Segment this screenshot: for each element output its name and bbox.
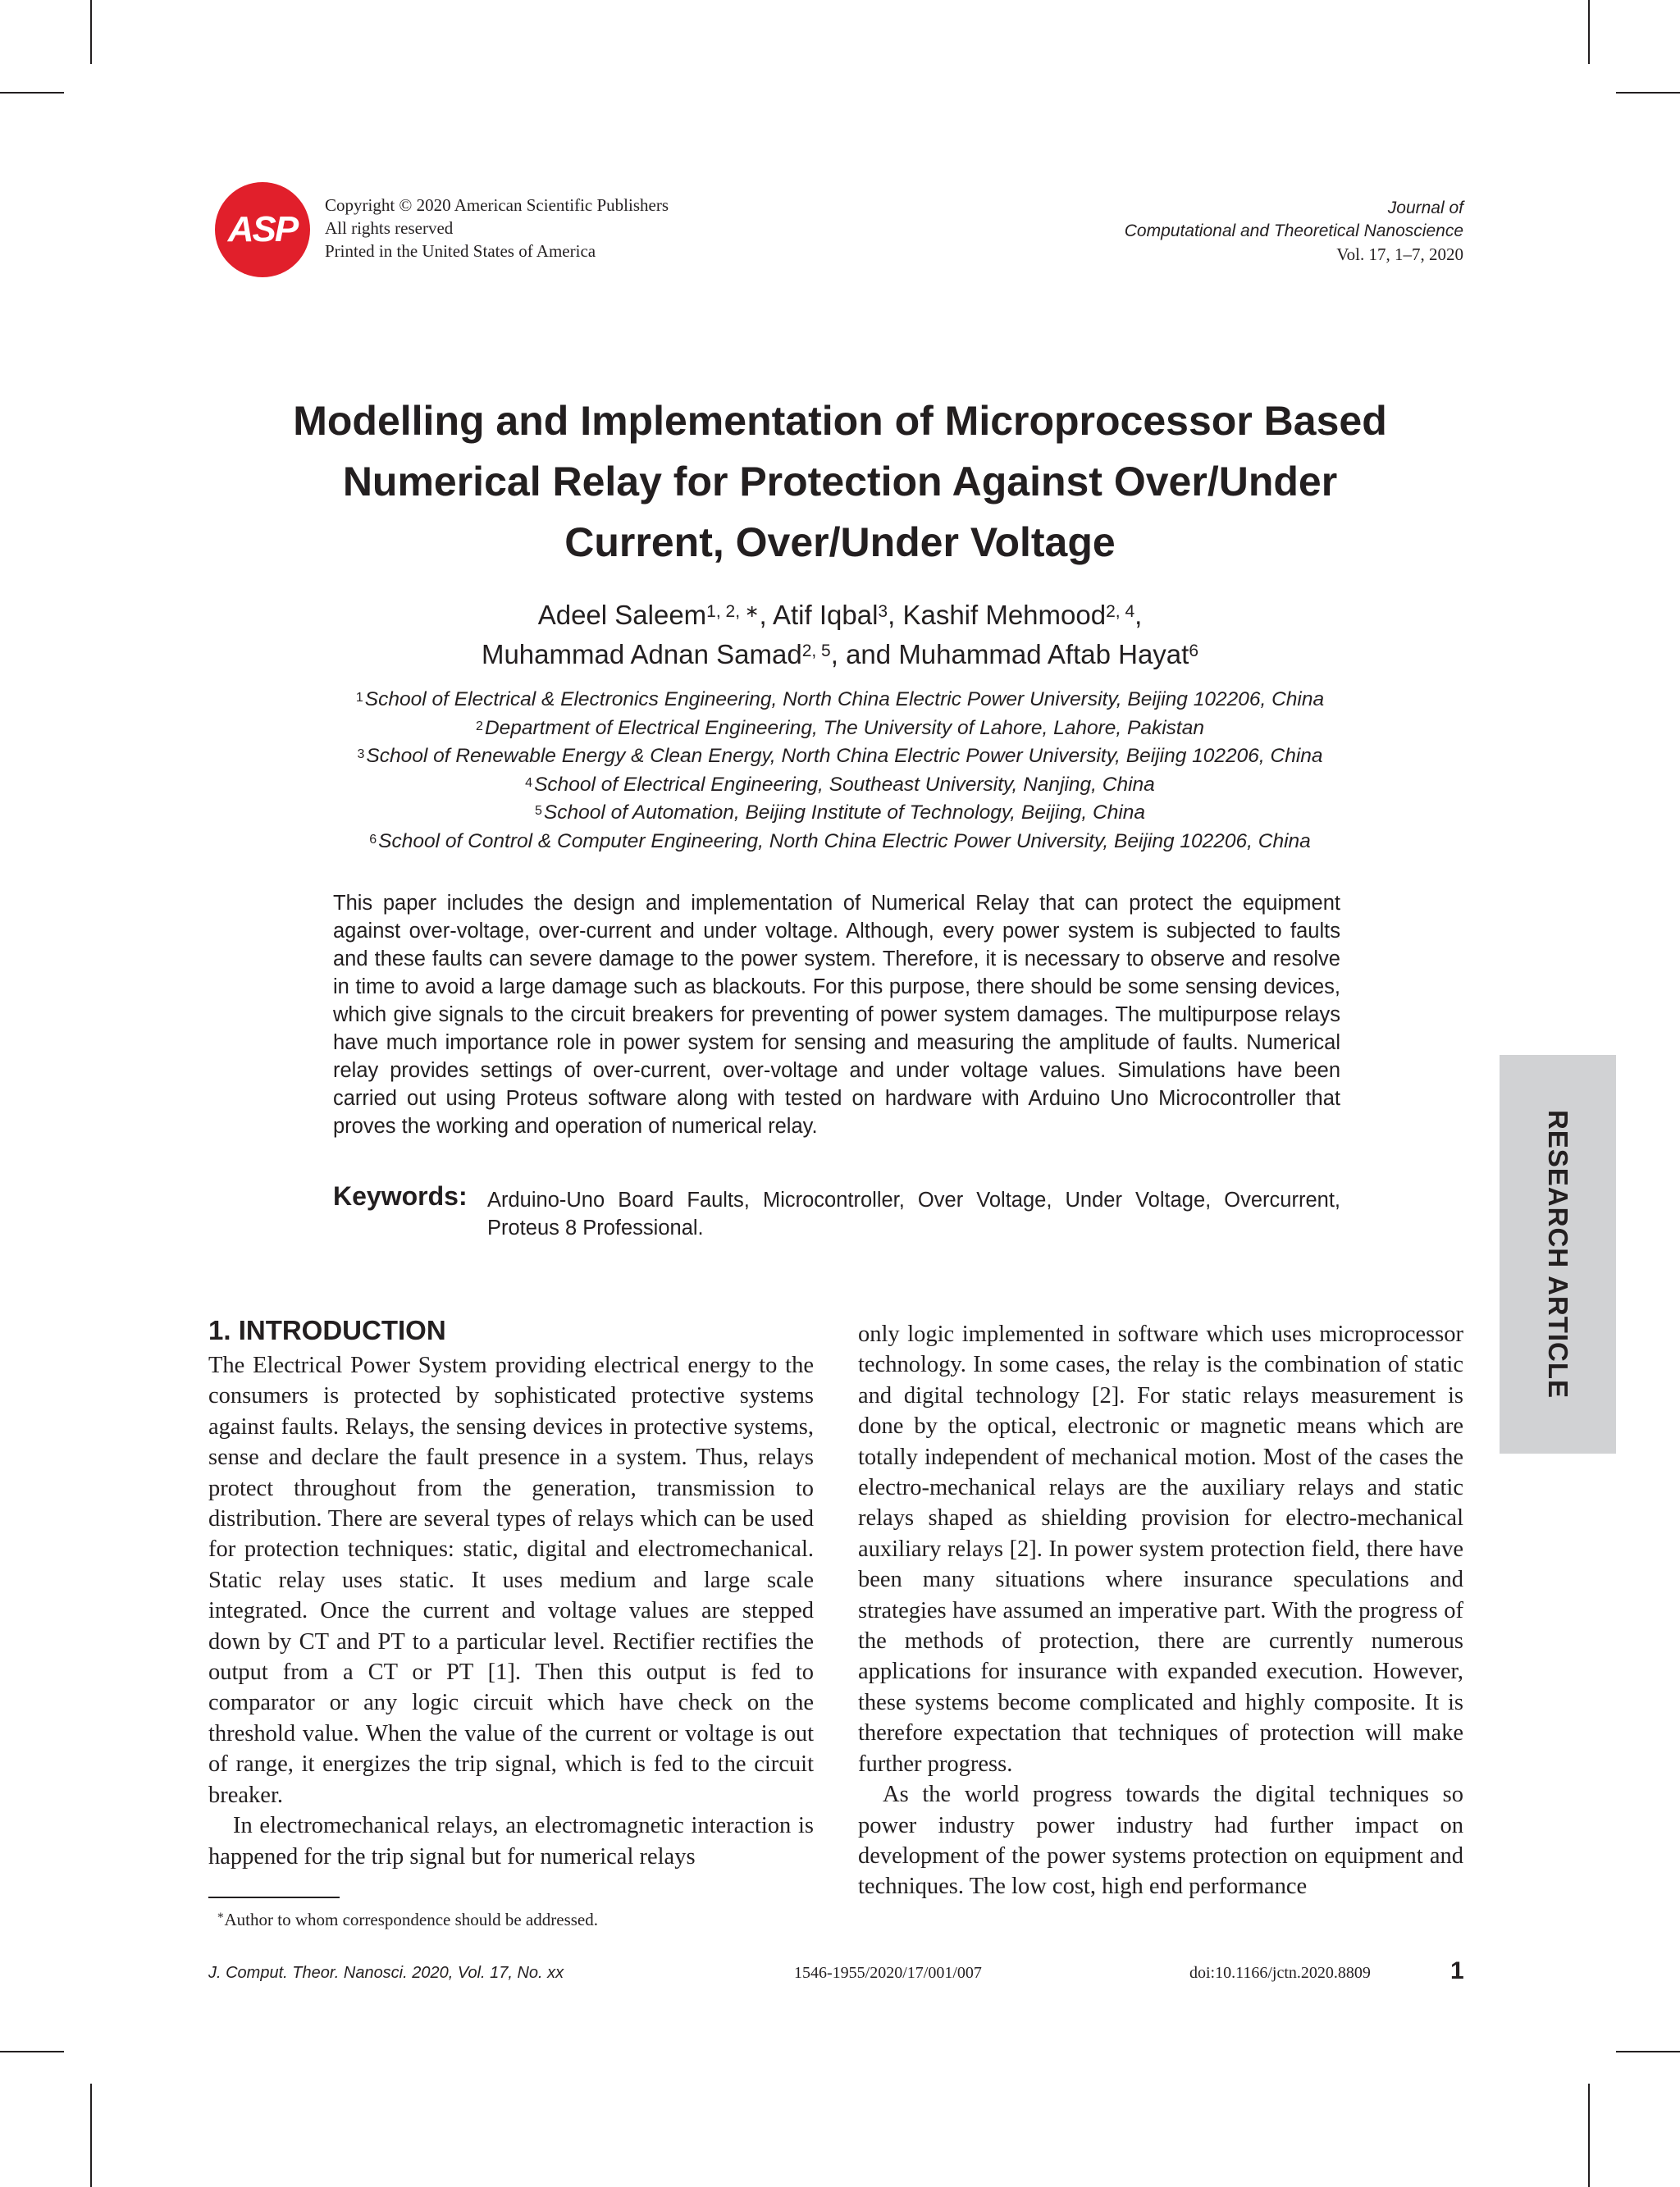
affiliation — [164, 715, 1516, 743]
affiliation-number: 4 — [525, 775, 533, 790]
affiliation-number: 6 — [369, 832, 377, 847]
crop-mark — [0, 92, 64, 94]
body-paragraph: The Electrical Power System providing electrical energy to the consumers is protected by sophisticated protective systems against faults. Relays, the sensing devices in protective systems, sense and declare the fault presence in a system. Thus, relays protect throughout from the generation, transmission to distribution. There are several types of relays which can be used for protection techniques: static, digital and electromechanical. Static relay uses static. It uses medium and large scale integrated. Once the current and voltage values are stepped down by CT and PT to a particular level. Rectifier rectifies the output from a CT or PT [1]. Then this output is fed to comparator or any logic circuit which have check on the threshold value. When the value of the current or voltage is out of range, it energizes the trip signal, which is fed to the circuit breaker. — [208, 1353, 814, 1808]
title-line: Current, Over/Under Voltage — [564, 519, 1116, 565]
journal-name-line1: Journal of — [1387, 199, 1463, 217]
keywords-list: Arduino-Uno Board Faults, Microcontroller, Over Voltage, Under Voltage, Overcurrent, Proteus 8 Professional. — [487, 1189, 1340, 1240]
affiliation-text: School of Automation, Beijing Institute of Technology, Beijing, China — [543, 801, 1146, 824]
author-separator: , — [759, 600, 773, 630]
research-article-tab — [1500, 1055, 1616, 1454]
affiliation-list — [164, 686, 1516, 856]
footer-citation: J. Comput. Theor. Nanosci. 2020, Vol. 17, No. xx — [208, 1964, 564, 1982]
author-affil-sup: 1, 2, ∗ — [706, 602, 760, 621]
crop-mark — [90, 0, 92, 64]
footnote-rule — [208, 1897, 340, 1898]
crop-mark — [1588, 0, 1590, 64]
body-paragraph: only logic implemented in software which uses microprocessor technology. In some cases, the relay is the combination of static and digital technology [2]. For static relays measurement is done by the optical, electronic or magnetic means which are totally independent of mechanical motion. Most of the cases the electro-mechanical relays are the auxiliary relays and static relays shaped as shielding provision for electro-mechanical auxiliary relays [2]. In power system protection field, there have been many situations where insurance speculations and strategies have assumed an imperative part. With the progress of the methods of protection, there are currently numerous applications for insurance with expanded execution. However, these systems become complicated and highly composite. It is therefore expectation that techniques of protection will make further progress. — [858, 1322, 1463, 1777]
printed-line: Printed in the United States of America — [325, 241, 596, 261]
author-affil-sup: 3 — [878, 602, 888, 621]
affiliation-text: School of Renewable Energy & Clean Energy, North China Electric Power University, Beijing 102206, China — [366, 745, 1323, 767]
author-name: Atif Iqbal — [773, 600, 879, 630]
footer-doi: doi:10.1166/jctn.2020.8809 — [1189, 1964, 1371, 1982]
body-paragraph: In electromechanical relays, an electromagnetic interaction is happened for the trip signal but for numerical relays — [208, 1813, 814, 1870]
affiliation-text: School of Electrical Engineering, Southeast University, Nanjing, China — [534, 773, 1155, 796]
copyright-line: Copyright © 2020 American Scientific Publishers — [325, 195, 669, 215]
crop-mark — [1588, 2084, 1590, 2187]
side-tab-label: RESEARCH ARTICLE — [1543, 1109, 1573, 1399]
author-name: Kashif Mehmood — [902, 600, 1107, 630]
affiliation-number: 5 — [534, 804, 542, 818]
author-name: Muhammad Aftab Hayat — [898, 639, 1189, 669]
affiliation-number: 3 — [357, 747, 365, 761]
crop-mark — [1616, 2051, 1680, 2052]
title-line: Modelling and Implementation of Microprocessor Based — [293, 398, 1387, 444]
crop-mark — [0, 2051, 64, 2052]
author-affil-sup: 2, 5 — [801, 641, 831, 660]
author-affil-sup: 6 — [1189, 641, 1199, 660]
affiliation-number: 2 — [476, 719, 483, 733]
footnote — [217, 1905, 598, 1931]
author-line — [164, 596, 1516, 635]
publisher-logo — [215, 182, 310, 277]
keywords-label: Keywords: — [333, 1181, 468, 1211]
abstract: This paper includes the design and implementation of Numerical Relay that can protect the equipment against over-voltage, over-current and under voltage. Although, every power system is subjected to faults and these faults can severe damage to the power system. Therefore, it is necessary to observe and resolve in time to avoid a large damage such as blackouts. For this purpose, there should be some sensing devices, which give signals to the circuit breakers for preventing of power system damages. The multipurpose relays have much importance role in power system for sensing and measuring the amplitude of faults. Numerical relay provides settings of over-current, over-voltage and under voltage values. Simulations have been carried out using Proteus software along with tested on hardware with Arduino Uno Microcontroller that proves the working and operation of numerical relay. — [333, 892, 1340, 1138]
footnote-mark: ∗ — [217, 1910, 225, 1922]
author-separator: , and — [830, 639, 899, 669]
copyright-block — [325, 194, 669, 263]
crop-mark — [1616, 92, 1680, 94]
footer-issn: 1546-1955/2020/17/001/007 — [794, 1964, 982, 1982]
crop-mark — [90, 2084, 92, 2187]
left-column — [208, 1350, 814, 1872]
rights-line: All rights reserved — [325, 218, 454, 238]
author-name: Muhammad Adnan Samad — [481, 639, 802, 669]
affiliation-text: School of Control & Computer Engineering, North China Electric Power University, Beijing 102206, China — [378, 829, 1311, 852]
author-list — [164, 596, 1516, 674]
affiliation — [164, 686, 1516, 715]
affiliation-number: 1 — [355, 691, 363, 705]
affiliation-text: Department of Electrical Engineering, The University of Lahore, Lahore, Pakistan — [484, 716, 1204, 739]
author-separator: , — [888, 600, 903, 630]
title-line: Numerical Relay for Protection Against Over/Under — [342, 459, 1338, 505]
logo-text: ASP — [227, 209, 298, 249]
journal-info — [1125, 197, 1463, 266]
author-separator: , — [1134, 600, 1143, 630]
affiliation — [164, 771, 1516, 800]
affiliation — [164, 799, 1516, 828]
section-heading: 1. INTRODUCTION — [208, 1315, 446, 1345]
body-paragraph: As the world progress towards the digital techniques so power industry power industry had further impact on development of the power systems protection on equipment and techniques. The low cost, high end performance — [858, 1782, 1463, 1900]
page-number: 1 — [1450, 1957, 1464, 1984]
footnote-text: Author to whom correspondence should be addressed. — [224, 1910, 598, 1929]
author-name: Adeel Saleem — [537, 600, 707, 630]
affiliation-text: School of Electrical & Electronics Engineering, North China Electric Power University, Beijing 102206, China — [364, 688, 1325, 710]
affiliation — [164, 828, 1516, 856]
right-column — [858, 1319, 1463, 1902]
journal-name-line2: Computational and Theoretical Nanoscience — [1124, 221, 1463, 240]
paper-title — [164, 390, 1516, 573]
author-affil-sup: 2, 4 — [1106, 602, 1135, 621]
author-line — [164, 635, 1516, 674]
affiliation — [164, 742, 1516, 771]
journal-volume: Vol. 17, 1–7, 2020 — [1336, 244, 1463, 264]
